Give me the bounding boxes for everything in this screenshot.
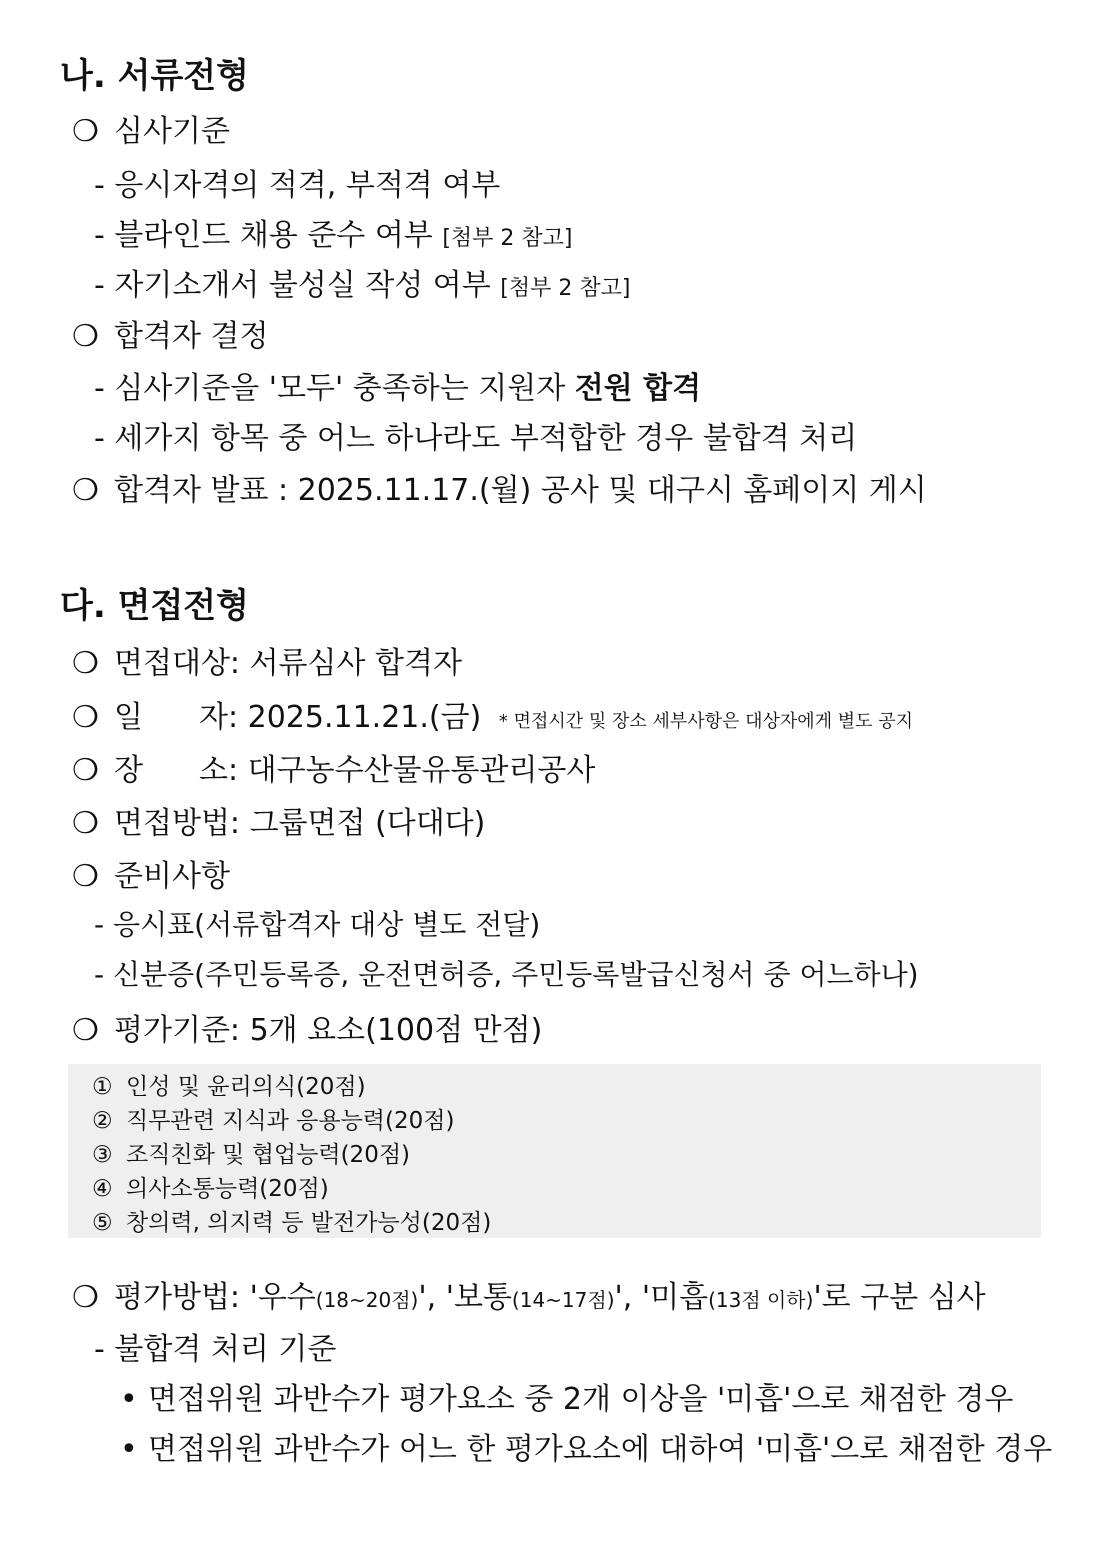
circled-number: ①: [92, 1074, 113, 1100]
prep-heading: [72, 851, 230, 895]
circle-bullet-icon: ❍: [72, 1013, 99, 1048]
bullet-dot-icon: •: [120, 1382, 138, 1417]
circled-number: ④: [92, 1176, 113, 1202]
interview-date-note: * 면접시간 및 장소 세부사항은 대상자에게 별도 공지: [498, 711, 914, 732]
evaluation-method: [72, 1272, 986, 1316]
decision-heading: [72, 311, 268, 355]
circle-bullet-icon: ❍: [72, 473, 99, 508]
criteria-item-text: 자기소개서 불성실 작성 여부: [114, 268, 501, 303]
separator: ', ': [418, 1280, 454, 1315]
fail-criteria-item-2: [120, 1424, 1052, 1468]
section-title-document-screening: 나. 서류전형: [60, 56, 249, 96]
criteria-heading: [72, 106, 230, 150]
prep-label: 준비사항: [114, 859, 230, 894]
criteria-item-text: 응시자격의 적격, 부적격 여부: [114, 168, 501, 203]
criteria-box-item: [92, 1136, 410, 1169]
circle-bullet-icon: ❍: [72, 806, 99, 841]
grade-poor: 미흡: [650, 1280, 709, 1315]
bullet-dot-icon: •: [120, 1432, 138, 1467]
circle-bullet-icon: ❍: [72, 319, 99, 354]
interview-date: [72, 692, 913, 736]
circle-bullet-icon: ❍: [72, 753, 99, 788]
circle-bullet-icon: ❍: [72, 1280, 99, 1315]
criteria-box-text: 인성 및 윤리의식(20점): [126, 1074, 366, 1100]
grade-poor-range: (13점 이하): [708, 1288, 814, 1312]
circle-bullet-icon: ❍: [72, 700, 99, 735]
prep-item-text: 응시표(서류합격자 대상 별도 전달): [113, 908, 541, 941]
interview-method: [72, 798, 485, 842]
circle-bullet-icon: ❍: [72, 859, 99, 894]
circle-bullet-icon: ❍: [72, 646, 99, 681]
circled-number: ⑤: [92, 1210, 113, 1236]
criteria-box-text: 조직친화 및 협업능력(20점): [126, 1142, 411, 1168]
criteria-box-text: 직무관련 지식과 응용능력(20점): [126, 1108, 455, 1134]
prep-item-2: - 신분증(주민등록증, 운전면허증, 주민등록발급신청서 중 어느하나): [94, 958, 919, 991]
interview-method-text: 면접방법: 그룹면접 (다대다): [114, 806, 486, 841]
interview-date-label: 일: [114, 700, 143, 735]
evaluation-criteria-heading: [72, 1005, 542, 1049]
circled-number: ③: [92, 1142, 113, 1168]
circled-number: ②: [92, 1108, 113, 1134]
evaluation-suffix: '로 구분 심사: [813, 1280, 986, 1315]
criteria-item-note: [첨부 2 참고]: [442, 226, 573, 251]
criteria-box-item: [92, 1102, 454, 1135]
fail-criteria-text: 면접위원 과반수가 어느 한 평가요소에 대하여 '미흡'으로 채점한 경우: [148, 1432, 1053, 1467]
decision-item-2: - 세가지 항목 중 어느 하나라도 부적합한 경우 불합격 처리: [94, 421, 858, 456]
criteria-box-text: 의사소통능력(20점): [126, 1176, 329, 1202]
fail-criteria-heading: - 불합격 처리 기준: [94, 1332, 337, 1367]
decision-item-bold: 전원 합격: [574, 371, 702, 406]
evaluation-prefix: 평가방법: ': [114, 1280, 258, 1315]
grade-normal-range: (14~17점): [511, 1288, 615, 1312]
criteria-item-2: - 블라인드 채용 준수 여부 [첨부 2 참고]: [94, 218, 573, 253]
criteria-box-text: 창의력, 의지력 등 발전가능성(20점): [126, 1210, 492, 1236]
grade-excellent-range: (18~20점): [315, 1288, 419, 1312]
criteria-item-note: [첨부 2 참고]: [500, 276, 631, 301]
grade-normal: 보통: [453, 1280, 512, 1315]
interview-place-value: 소: 대구농수산물유통관리공사: [199, 753, 596, 788]
prep-item-1: - 응시표(서류합격자 대상 별도 전달): [94, 908, 541, 941]
criteria-item-3: - 자기소개서 불성실 작성 여부 [첨부 2 참고]: [94, 268, 631, 303]
prep-item-text: 신분증(주민등록증, 운전면허증, 주민등록발급신청서 중 어느하나): [113, 958, 919, 991]
fail-criteria-label: 불합격 처리 기준: [114, 1332, 337, 1367]
criteria-label: 심사기준: [114, 114, 230, 149]
evaluation-criteria-text: 평가기준: 5개 요소(100점 만점): [114, 1013, 543, 1048]
fail-criteria-text: 면접위원 과반수가 평가요소 중 2개 이상을 '미흡'으로 채점한 경우: [148, 1382, 1014, 1417]
decision-item-text: 심사기준을 '모두' 충족하는 지원자: [114, 371, 575, 406]
criteria-item-1: - 응시자격의 적격, 부적격 여부: [94, 168, 501, 203]
interview-date-value: 자: 2025.11.21.(금): [199, 700, 482, 735]
criteria-box-item: [92, 1170, 329, 1203]
interview-place-label: 장: [114, 753, 143, 788]
interview-target-text: 면접대상: 서류심사 합격자: [114, 646, 462, 681]
section-title-interview: 다. 면접전형: [60, 586, 249, 626]
circle-bullet-icon: ❍: [72, 114, 99, 149]
decision-item-1: - 심사기준을 '모두' 충족하는 지원자 전원 합격: [94, 371, 702, 406]
interview-place: [72, 745, 595, 789]
grade-excellent: 우수: [257, 1280, 316, 1315]
separator: ', ': [614, 1280, 651, 1315]
criteria-box-item: [92, 1068, 366, 1101]
criteria-item-text: 블라인드 채용 준수 여부: [114, 218, 443, 253]
evaluation-criteria-box: [68, 1064, 1041, 1238]
announce-text: 합격자 발표 : 2025.11.17.(월) 공사 및 대구시 홈페이지 게시: [114, 473, 927, 508]
decision-label: 합격자 결정: [114, 319, 269, 354]
fail-criteria-item-1: [120, 1374, 1013, 1418]
announce-line: [72, 465, 927, 509]
decision-item-text: 세가지 항목 중 어느 하나라도 부적합한 경우 불합격 처리: [114, 421, 858, 456]
interview-target: [72, 638, 462, 682]
criteria-box-item: [92, 1204, 491, 1237]
